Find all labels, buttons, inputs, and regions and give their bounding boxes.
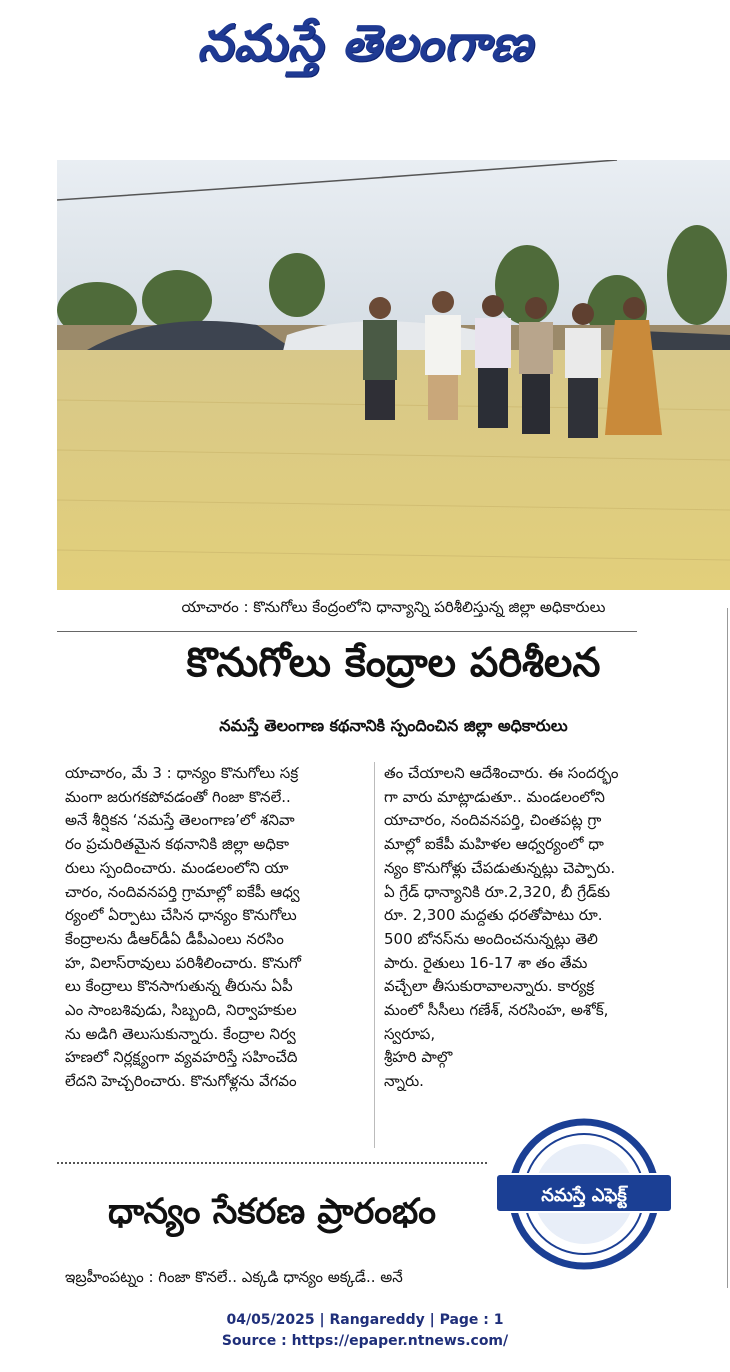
page-right-rule [727, 608, 728, 1288]
article-headline: కొనుగోలు కేంద్రాల పరిశీలన [186, 640, 601, 686]
article-column-right [384, 762, 676, 1094]
photo-caption: యాచారం : కొనుగోలు కేంద్రంలోని ధాన్యాన్ని పరిశీలిస్తున్న జిల్లా అధికారులు [181, 598, 606, 616]
body-line: కేంద్రాలను డీఆర్‌డీఏ డీపీఎంలు నరసిం [65, 929, 284, 948]
body-line: మంగా జరుగకపోవడంతో గింజా కొనలే.. [65, 787, 291, 806]
body-line: ఏ గ్రేడ్ ధాన్యానికి రూ.2,320, బీ గ్రేడ్‌కు [384, 882, 611, 901]
body-line: శ్రీహరి పాల్గొ [384, 1048, 453, 1067]
article-subheadline: నమస్తే తెలంగాణ కథనానికి స్పందించిన జిల్లా అధికారులు [219, 716, 568, 735]
section-divider-dotted [57, 1162, 487, 1164]
body-line: ను అడిగి తెలుసుకున్నారు. కేంద్రాల నిర్వ [65, 1024, 296, 1043]
second-article-snippet: ఇబ్రహీంపట్నం : గింజా కొనలే.. ఎక్కడి ధాన్యం అక్కడే.. అనే [65, 1268, 403, 1286]
column-divider [374, 762, 375, 1148]
body-line: స్వరూప, [384, 1024, 436, 1043]
caption-divider [57, 631, 637, 632]
footer-edition-line: 04/05/2025 | Rangareddy | Page : 1 [226, 1312, 504, 1328]
news-photo [57, 160, 730, 590]
body-line: న్యం కొనుగోళ్లు చేపడుతున్నట్లు చెప్పారు. [384, 858, 616, 877]
body-line: లు కేంద్రాలు కొనసాగుతున్న తీరును ఏపీ [65, 977, 293, 996]
body-line: యాచారం, మే 3 : ధాన్యం కొనుగోలు సక్ర [65, 764, 299, 782]
second-article-headline: ధాన్యం సేకరణ ప్రారంభం [108, 1192, 436, 1232]
body-line: రులు స్పందించారు. మండలంలోని యా [65, 858, 289, 877]
masthead-title: నమస్తే తెలంగాణ [197, 14, 533, 72]
footer-source-line: Source : https://epaper.ntnews.com/ [221, 1333, 509, 1349]
body-line: న్నారు. [384, 1072, 424, 1091]
body-line: రూ. 2,300 మద్దతు ధరతోపాటు రూ. [384, 906, 603, 925]
body-line: వచ్చేలా తీసుకురావాలన్నారు. కార్యక్ర [384, 977, 595, 996]
body-line: మంలో సీసీలు గణేశ్, నరసింహ, అశోక్, [384, 1001, 609, 1020]
body-line: హ, విలాస్‌రావులు పరిశీలించారు. కొనుగో [65, 953, 301, 972]
body-line: యాచారం, నందివనపర్తి, చింతపట్ల గ్రా [384, 811, 602, 830]
body-line: ర్యంలో ఏర్పాటు చేసిన ధాన్యం కొనుగోలు [65, 906, 297, 925]
body-line: లేదని హెచ్చరించారు. కొనుగోళ్లను వేగవం [65, 1072, 297, 1091]
body-line: పారు. రైతులు 16-17 శా తం తేమ [384, 953, 588, 972]
body-line: హణలో నిర్లక్ష్యంగా వ్యవహరిస్తే సహించేది [65, 1048, 298, 1067]
body-line: 500 బోనస్‌ను అందించనున్నట్లు తెలి [384, 929, 598, 948]
body-line: మాల్లో ఐకేపీ మహిళల ఆధ్వర్యంలో ధా [384, 835, 604, 854]
body-line: అనే శీర్షికన ‘నమస్తే తెలంగాణ’లో శనివా [65, 811, 295, 830]
body-line: ఎం సాంబశివుడు, సిబ్బంది, నిర్వాహకుల [65, 1001, 297, 1020]
stamp-graphic [488, 1112, 678, 1272]
body-line: చారం, నందివనపర్తి గ్రామాల్లో ఐకేపీ ఆధ్వ [65, 882, 300, 901]
field-scene-illustration [57, 160, 730, 590]
body-line: గా వారు మాట్లాడుతూ.. మండలంలోని [384, 787, 605, 806]
body-line: రం ప్రచురితమైన కథనానికి జిల్లా అధికా [65, 835, 289, 854]
namaste-effect-stamp [488, 1112, 678, 1272]
article-column-left [65, 762, 365, 1094]
stamp-label: నమస్తే ఎఫెక్ట్ [541, 1185, 627, 1206]
body-line: తం చేయాలని ఆదేశించారు. ఈ సందర్భం [384, 764, 619, 782]
